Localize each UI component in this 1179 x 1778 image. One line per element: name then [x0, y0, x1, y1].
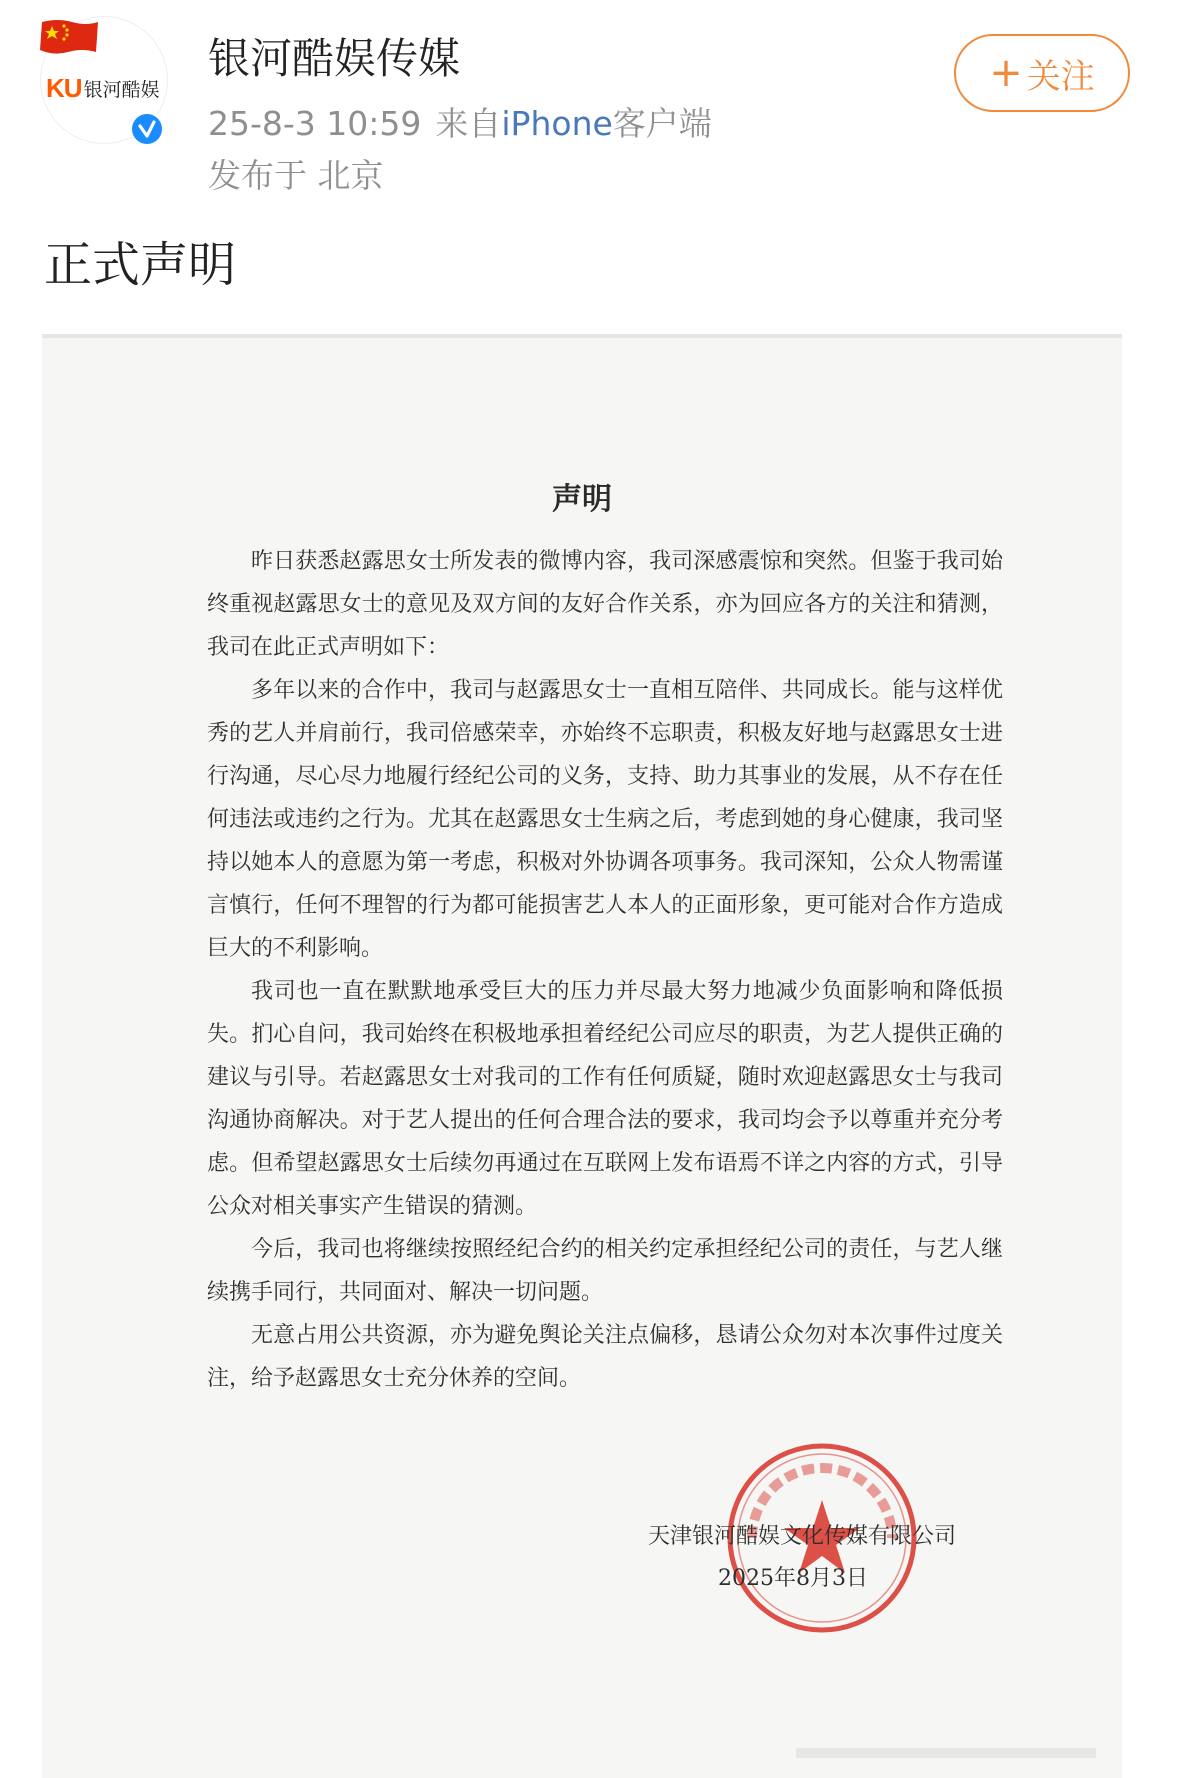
doc-signature — [642, 1516, 1042, 1600]
doc-paragraph: 今后，我司也将继续按照经纪合约的相关约定承担经纪公司的责任，与艺人继续携手同行，共同面对、解决一切问题。 — [207, 1237, 1003, 1305]
post-meta — [208, 98, 712, 145]
watermark-icon — [796, 1740, 1096, 1766]
verified-badge-icon — [130, 112, 164, 146]
doc-company: 天津银河酷娱文化传媒有限公司 — [648, 1524, 957, 1549]
logo-latin: KU — [46, 72, 82, 103]
china-flag-icon — [38, 16, 100, 58]
source-prefix: 来自 — [435, 104, 502, 143]
doc-paragraph: 昨日获悉赵露思女士所发表的微博内容，我司深感震惊和突然。但鉴于我司始终重视赵露思女士的意见及双方间的友好合作关系，亦为回应各方的关注和猜测，我司在此正式声明如下： — [207, 549, 1003, 660]
post-location: 发布于 北京 — [208, 156, 384, 195]
post-source — [435, 104, 711, 143]
logo-cn: 银河酷娱 — [83, 78, 160, 101]
post-text: 正式声明 — [44, 237, 237, 293]
follow-label: 关注 — [1026, 56, 1095, 97]
doc-body — [207, 540, 1003, 1400]
doc-paragraph: 无意占用公共资源，亦为避免舆论关注点偏移，恳请公众勿对本次事件过度关注，给予赵露思女士充分休养的空间。 — [207, 1323, 1003, 1391]
post-image-statement[interactable] — [42, 334, 1122, 1778]
post-timestamp: 25-8-3 10:59 — [208, 104, 422, 143]
doc-heading: 声明 — [552, 482, 612, 517]
source-device-link[interactable]: iPhone — [501, 104, 613, 143]
brand-logo — [46, 74, 166, 102]
doc-paragraph: 我司也一直在默默地承受巨大的压力并尽最大努力地减少负面影响和降低损失。扪心自问，我司始终在积极地承担着经纪公司应尽的职责，为艺人提供正确的建议与引导。若赵露思女士对我司的工作有任何质疑，随时欢迎赵露思女士与我司沟通协商解决。对于艺人提出的任何合理合法的要求，我司均会予以尊重并充分考虑。但希望赵露思女士后续勿再通过在互联网上发布语焉不详之内容的方式，引导公众对相关事实产生错误的猜测。 — [207, 979, 1003, 1219]
doc-date: 2025年8月3日 — [718, 1566, 868, 1591]
follow-button[interactable] — [954, 34, 1130, 112]
plus-icon: + — [989, 50, 1023, 96]
username[interactable]: 银河酷娱传媒 — [208, 34, 461, 83]
doc-paragraph: 多年以来的合作中，我司与赵露思女士一直相互陪伴、共同成长。能与这样优秀的艺人并肩前行，我司倍感荣幸，亦始终不忘职责，积极友好地与赵露思女士进行沟通，尽心尽力地履行经纪公司的义务，支持、助力其事业的发展，从不存在任何违法或违约之行为。尤其在赵露思女士生病之后，考虑到她的身心健康，我司坚持以她本人的意愿为第一考虑，积极对外协调各项事务。我司深知，公众人物需谨言慎行，任何不理智的行为都可能损害艺人本人的正面形象，更可能对合作方造成巨大的不利影响。 — [207, 678, 1003, 961]
source-suffix: 客户端 — [612, 104, 712, 143]
